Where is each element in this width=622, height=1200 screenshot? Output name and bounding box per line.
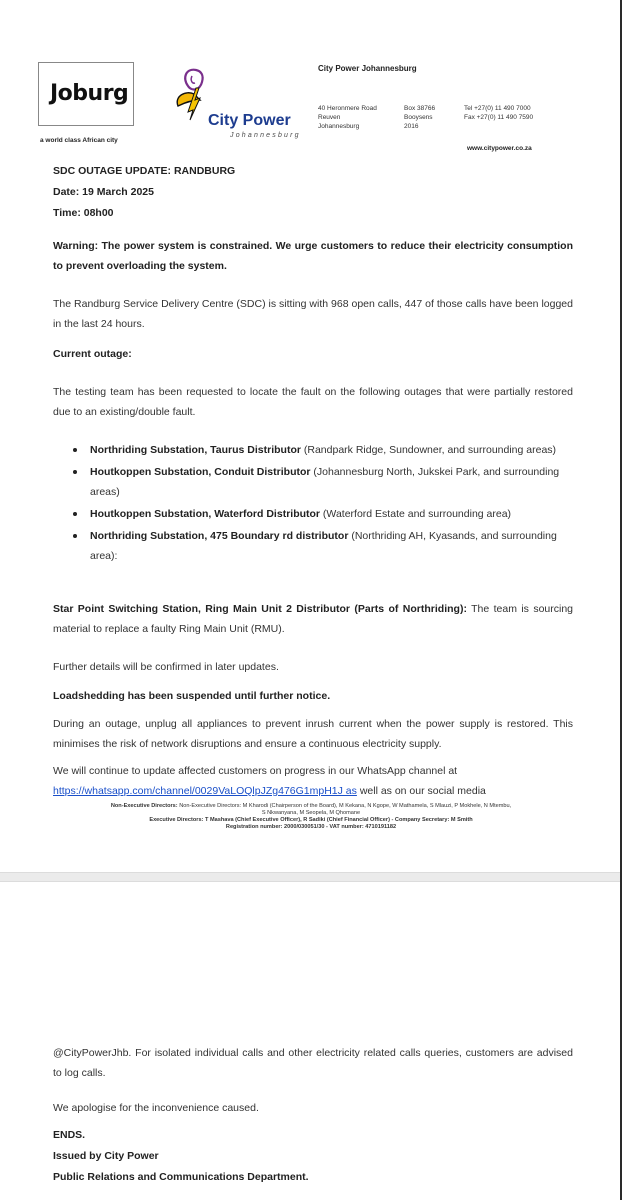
city-power-logo-city: Johannesburg [230, 132, 301, 139]
star-point-status: The team is sourcing material to replace a faulty Ring Main Unit (RMU). [53, 603, 574, 635]
website-link[interactable]: www.citypower.co.za [467, 145, 532, 152]
update-tail: well as on our social media [356, 785, 486, 797]
contact-numbers: Tel +27(0) 11 490 7000 Fax +27(0) 11 490 7590 [464, 105, 534, 121]
bullet-icon [73, 512, 77, 516]
loadshedding-notice: Loadshedding has been suspended until further notice. [53, 690, 331, 702]
street-address: 40 Heronmere Road Reuven Johannesburg [318, 105, 377, 130]
joburg-logo [38, 62, 134, 126]
city-power-logo-text: City Power [208, 112, 291, 129]
warning-notice: Warning: The power system is constrained. We urge customers to reduce their electricity consumption to prevent overloading the system. [53, 240, 573, 272]
issued-by: Issued by City Power [53, 1150, 159, 1162]
testing-team-paragraph: The testing team has been requested to locate the fault on the following outages that were partially restored due to an existing/double fault. [53, 386, 573, 418]
list-item [53, 504, 573, 524]
registration-numbers: Registration number: 2000/030051/30 - VAT number: 4710191182 [225, 824, 397, 830]
outage-location: Northriding Substation, Taurus Distributor [90, 444, 301, 456]
update-text: We will continue to update affected customers on progress in our WhatsApp channel at [53, 765, 458, 777]
joburg-logo-text: Joburg [50, 81, 129, 106]
current-outage-heading: Current outage: [53, 348, 132, 360]
list-item [53, 526, 573, 566]
list-item [53, 440, 573, 460]
apology-note: We apologise for the inconvenience caused. [53, 1102, 259, 1114]
whatsapp-channel-link[interactable]: https://whatsapp.com/channel/0029VaLOQlpJZg476G1mpH1J as [53, 785, 357, 797]
bullet-icon [73, 534, 77, 538]
outage-location: Northriding Substation, 475 Boundary rd distributor [90, 530, 349, 542]
document-time: Time: 08h00 [53, 207, 114, 219]
department-name: Public Relations and Communications Department. [53, 1171, 309, 1183]
non-executive-directors-cont: S Nkwanyana, M Seopela, M Qhomane [261, 810, 361, 816]
unplug-advice: During an outage, unplug all appliances to prevent inrush current when the power supply is restored. This minimises the risk of network disruptions and ensure a continuous electricity supply. [53, 718, 573, 750]
executive-directors: Executive Directors: T Mashava (Chief Executive Officer), R Sadiki (Chief Financial Officer) - Company Secretary: M Smith [149, 817, 473, 823]
document-title: SDC OUTAGE UPDATE: RANDBURG [53, 165, 236, 177]
outage-areas: (Northriding AH, Kyasands, and surrounding area): [90, 530, 557, 562]
page-separator [0, 872, 622, 882]
page-two [0, 890, 622, 1200]
outage-location: Houtkoppen Substation, Conduit Distributor [90, 466, 311, 478]
sdc-calls-summary: The Randburg Service Delivery Centre (SDC) is sitting with 968 open calls, 447 of those calls have been logged in the last 24 hours. [53, 298, 573, 330]
star-point-update [53, 599, 573, 639]
ends-marker: ENDS. [53, 1129, 86, 1141]
bullet-icon [73, 448, 77, 452]
outage-list [53, 440, 573, 568]
social-media-paragraph: @CityPowerJhb. For isolated individual calls and other electricity related calls queries, customers are advised to log calls. [53, 1047, 573, 1079]
further-details-note: Further details will be confirmed in later updates. [53, 661, 279, 673]
non-executive-list: Non-Executive Directors: M Kharodi (Chairperson of the Board), M Kekana, N Kgope, W Mathamela, S Mlauzi, P Mokhele, N Mtembu, [179, 803, 512, 809]
outage-areas: (Randpark Ridge, Sundowner, and surrounding areas) [300, 444, 557, 456]
document-date: Date: 19 March 2025 [53, 186, 154, 198]
outage-location: Houtkoppen Substation, Waterford Distributor [90, 508, 321, 520]
joburg-tagline: a world class African city [40, 137, 118, 144]
list-item [53, 462, 573, 502]
outage-areas: (Waterford Estate and surrounding area) [320, 508, 512, 520]
company-name: City Power Johannesburg [318, 64, 417, 73]
star-point-location: Star Point Switching Station, Ring Main Unit 2 Distributor (Parts of Northriding): [53, 603, 467, 615]
outage-areas: (Johannesburg North, Jukskei Park, and surrounding areas) [90, 466, 560, 498]
bullet-icon [73, 470, 77, 474]
postal-address: Box 38766 Booysens 2016 [404, 105, 436, 130]
non-executive-directors: Non-Executive Directors: Non-Executive Directors: M Kharodi (Chairperson of the Board), M Kekana, N Kgope, W Mathamela, S Mlauzi, P Mokhele, N Mtembu, [110, 803, 512, 809]
update-channel-paragraph [53, 761, 573, 801]
